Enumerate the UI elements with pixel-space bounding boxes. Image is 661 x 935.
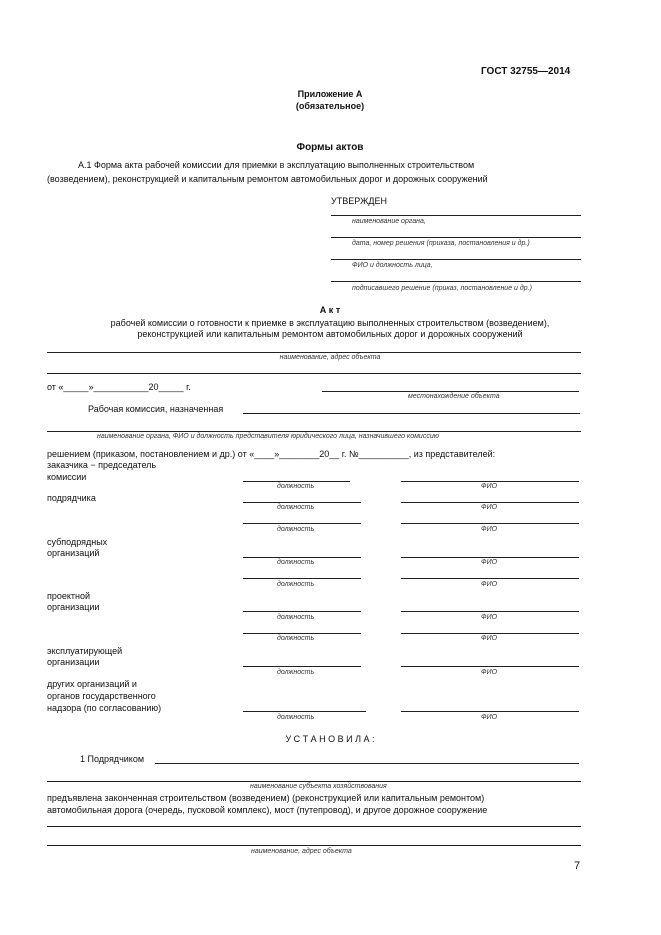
- object-line: [47, 352, 581, 353]
- name-line: [401, 666, 579, 667]
- name-line: [401, 523, 579, 524]
- name-caption: ФИО: [481, 559, 498, 566]
- position-caption: должность: [277, 504, 315, 511]
- approved-line-2: [331, 237, 581, 238]
- established-object-caption: наименование, адрес объекта: [251, 848, 352, 855]
- position-caption: должность: [277, 714, 315, 721]
- commission-line-2: [47, 431, 581, 432]
- act-subtitle-2: реконструкцией или капитальным ремонтом автомобильных дорог и дорожных сооружений: [137, 329, 523, 339]
- established-object-line: [47, 826, 581, 827]
- appendix-title: Приложение А: [297, 89, 363, 99]
- entity-caption: наименование субъекта хозяйствования: [250, 783, 387, 790]
- approved-caption-2: дата, номер решения (приказа, постановления и др.): [352, 240, 530, 247]
- member-design-2: организации: [47, 602, 100, 612]
- position-line: [243, 711, 366, 712]
- member-customer-1: заказчика − председатель: [47, 460, 157, 470]
- date-text: от «_____»___________20_____ г.: [47, 382, 191, 392]
- member-other-2: органов государственного: [47, 691, 156, 701]
- position-line: [243, 578, 361, 579]
- name-line: [401, 578, 579, 579]
- approved-caption-4: подписавшего решение (приказ, постановление и др.): [352, 285, 532, 292]
- intro-line-2: (возведением), реконструкцией и капитальным ремонтом автомобильных дорог и дорожных сооружений: [47, 174, 488, 184]
- position-line: [243, 666, 361, 667]
- act-title: А к т: [319, 305, 341, 315]
- approved-caption-1: наименование органа,: [352, 218, 426, 225]
- established-text-1: предъявлена законченная строительством (возведением) (реконструкцией или капитальным ремонтом): [47, 793, 485, 803]
- established-title: У С Т А Н О В И Л А :: [285, 734, 375, 744]
- intro-line-1: А.1 Форма акта рабочей комиссии для приемки в эксплуатацию выполненных строительством: [78, 160, 475, 170]
- name-line: [401, 711, 579, 712]
- position-caption: должность: [277, 669, 315, 676]
- name-caption: ФИО: [481, 614, 498, 621]
- position-caption: должность: [277, 614, 315, 621]
- commission-decision: решением (приказом, постановлением и др.) от «____»________20__ г. №__________, из представителей:: [47, 449, 496, 459]
- position-caption: должность: [277, 483, 315, 490]
- established-text-2: автомобильная дорога (очередь, пусковой комплекс), мост (путепровод), и другое дорожное сооружение: [47, 805, 488, 815]
- entity-line-2: [47, 781, 581, 782]
- object-caption: наименование, адрес объекта: [279, 354, 381, 361]
- member-subcontractor-1: субподрядных: [47, 537, 108, 547]
- name-line: [401, 557, 579, 558]
- appendix-subtitle: (обязательное): [295, 101, 365, 111]
- name-caption: ФИО: [481, 483, 498, 490]
- location-caption: местонахождение объекта: [408, 393, 500, 400]
- position-line: [243, 557, 361, 558]
- member-customer-2: комиссии: [47, 472, 87, 482]
- member-operating-2: организации: [47, 657, 100, 667]
- position-line: [243, 481, 350, 482]
- name-caption: ФИО: [481, 581, 498, 588]
- page-number: 7: [574, 860, 581, 872]
- object-line-2: [47, 373, 581, 374]
- name-caption: ФИО: [481, 635, 498, 642]
- member-subcontractor-2: организаций: [47, 548, 100, 558]
- position-line: [243, 611, 361, 612]
- member-other-1: других организаций и: [47, 679, 137, 689]
- position-caption: должность: [277, 581, 315, 588]
- member-contractor: подрядчика: [47, 493, 96, 503]
- commission-line: [243, 413, 580, 414]
- name-line: [401, 481, 579, 482]
- approved-caption-3: ФИО и должность лица,: [352, 262, 433, 269]
- entity-line: [155, 763, 579, 764]
- section-title: Формы актов: [296, 142, 364, 153]
- name-line: [401, 633, 579, 634]
- name-caption: ФИО: [481, 714, 498, 721]
- location-line: [322, 391, 579, 392]
- approved-label: УТВЕРЖДЕН: [331, 196, 388, 206]
- member-design-1: проектной: [47, 591, 91, 601]
- approved-line-3: [331, 259, 581, 260]
- position-line: [243, 523, 361, 524]
- name-caption: ФИО: [481, 669, 498, 676]
- name-line: [401, 502, 579, 503]
- name-caption: ФИО: [481, 526, 498, 533]
- position-caption: должность: [277, 635, 315, 642]
- approved-line-1: [331, 215, 581, 216]
- position-caption: должность: [277, 526, 315, 533]
- member-other-3: надзора (по согласованию): [47, 703, 162, 713]
- act-subtitle-1: рабочей комиссии о готовности к приемке в эксплуатацию выполненных строительством (возведением),: [110, 318, 550, 328]
- member-operating-1: эксплуатирующей: [47, 646, 123, 656]
- position-line: [243, 502, 361, 503]
- name-caption: ФИО: [481, 504, 498, 511]
- standard-number: ГОСТ 32755—2014: [481, 66, 571, 77]
- established-object-line-2: [47, 845, 581, 846]
- name-line: [401, 611, 579, 612]
- position-line: [243, 633, 361, 634]
- established-item-1: 1 Подрядчиком: [80, 754, 145, 764]
- commission-caption: наименование органа, ФИО и должность представителя юридического лица, назначившего комиссию: [97, 433, 439, 440]
- commission-label: Рабочая комиссия, назначенная: [88, 404, 224, 414]
- approved-line-4: [331, 281, 581, 282]
- position-caption: должность: [277, 559, 315, 566]
